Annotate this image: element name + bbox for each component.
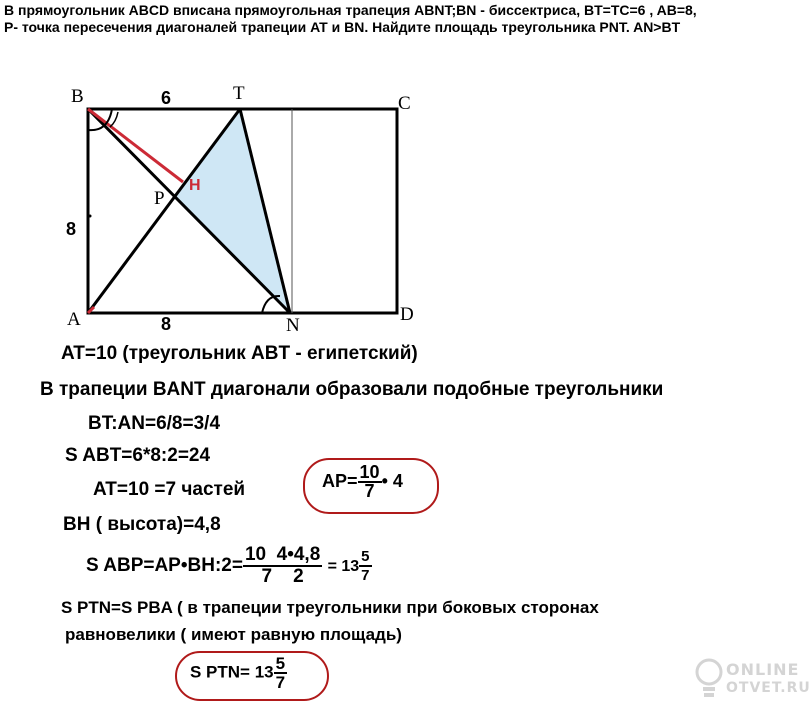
step-s-abp bbox=[86, 545, 372, 587]
sabp-num-b: 4•4,8 bbox=[276, 544, 321, 565]
point-h-label: H bbox=[189, 177, 201, 194]
triangle-pnt-fill bbox=[175, 108, 290, 313]
sabp-denominator bbox=[243, 567, 322, 587]
problem-line-1: В прямоугольник ABCD вписана прямоугольная трапеция ABNT;BN - биссектриса, BT=TC=6 , AB=8, bbox=[4, 2, 697, 18]
ap-numerator: 10 bbox=[359, 462, 380, 482]
point-c-label: C bbox=[398, 93, 411, 114]
height-bh bbox=[88, 109, 183, 182]
sabp-num-a: 10 bbox=[244, 544, 267, 565]
step-ratio: BT:AN=6/8=3/4 bbox=[88, 413, 221, 434]
length-ab-label: 8 bbox=[66, 219, 77, 239]
step-bh: BH ( высота)=4,8 bbox=[63, 514, 221, 535]
watermark-line-2: OTVET.RU bbox=[726, 680, 811, 696]
watermark-bulb-icon bbox=[694, 657, 724, 701]
sabp-eq: = 13 bbox=[327, 558, 360, 576]
point-b-label: B bbox=[71, 86, 84, 107]
step-s-abt: S ABT=6*8:2=24 bbox=[65, 445, 211, 466]
step-similar-triangles: В трапеции BANT диагонали образовали подобные треугольники bbox=[40, 379, 664, 400]
sabp-result-den: 7 bbox=[361, 567, 370, 584]
sabp-prefix: S ABP=AP•BH:2= bbox=[86, 555, 243, 577]
point-p-label: P bbox=[154, 188, 165, 209]
point-a-label: A bbox=[67, 309, 81, 330]
step-at: AT=10 (треугольник ABT - египетский) bbox=[61, 343, 418, 364]
answer-numerator: 5 bbox=[275, 654, 286, 673]
dot-mark bbox=[89, 215, 92, 218]
length-an-label: 8 bbox=[161, 314, 172, 334]
ap-prefix: AP= bbox=[322, 470, 358, 491]
sabp-result-num: 5 bbox=[361, 548, 370, 565]
sabp-fraction bbox=[243, 545, 322, 587]
sabp-den-a: 7 bbox=[261, 566, 273, 587]
step-ap bbox=[322, 464, 403, 500]
point-d-label: D bbox=[400, 304, 414, 325]
ap-suffix: • 4 bbox=[381, 470, 403, 491]
ap-denominator: 7 bbox=[364, 481, 375, 501]
answer-denominator: 7 bbox=[275, 673, 286, 692]
step-ptn-line-2: равновелики ( имеют равную площадь) bbox=[65, 625, 402, 644]
point-n-label: N bbox=[286, 315, 300, 336]
sabp-den-b: 2 bbox=[293, 566, 304, 587]
step-ptn-line-1: S PTN=S PBA ( в трапеции треугольники при боковых сторонах bbox=[61, 598, 599, 617]
watermark-line-1: ONLINE bbox=[726, 660, 800, 679]
answer-fraction bbox=[274, 655, 287, 691]
problem-line-2: P- точка пересечения диагоналей трапеции AT и BN. Найдите площадь треугольника PNT. AN>BT bbox=[4, 19, 681, 35]
length-bt-label: 6 bbox=[161, 88, 172, 108]
answer-prefix: S PTN= 13 bbox=[190, 662, 274, 682]
step-at-parts: AT=10 =7 частей bbox=[93, 479, 246, 500]
answer bbox=[190, 655, 287, 691]
point-t-label: T bbox=[233, 83, 245, 104]
sabp-numerator bbox=[243, 545, 322, 567]
ap-fraction bbox=[358, 464, 382, 500]
sabp-result-fraction bbox=[359, 548, 371, 584]
